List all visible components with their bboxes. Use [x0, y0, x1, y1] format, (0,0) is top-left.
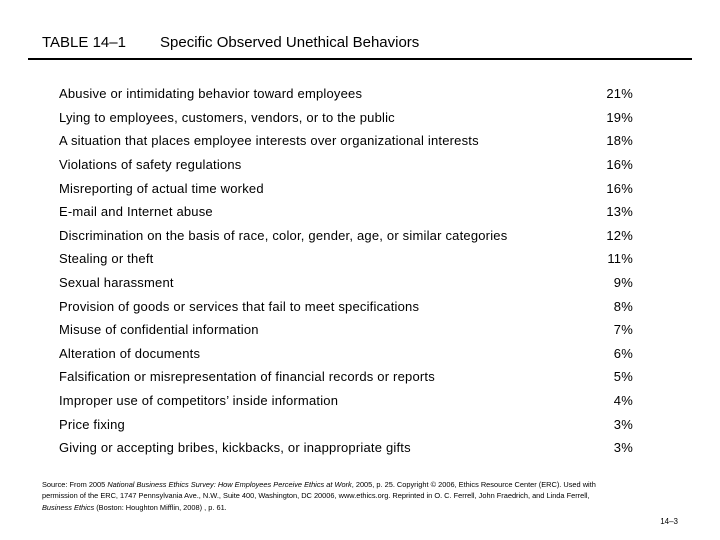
table-row [59, 176, 633, 200]
behavior-description: Provision of goods or services that fail to meet specifications [59, 298, 420, 314]
behavior-percentage: 3% [613, 416, 633, 432]
source-suffix: (Boston: Houghton Mifflin, 2008) , p. 61. [94, 502, 227, 512]
behavior-description: A situation that places employee interests over organizational interests [59, 133, 479, 149]
source-note [42, 479, 602, 513]
table-row [59, 436, 633, 460]
table-title: Specific Observed Unethical Behaviors [160, 34, 420, 51]
behavior-description: Improper use of competitors’ inside information [59, 393, 339, 409]
table-row [59, 271, 633, 295]
table-label: TABLE 14–1 [42, 34, 126, 51]
table-row [59, 224, 633, 248]
table-row [59, 153, 633, 177]
source-survey-title: National Business Ethics Survey: How Employees Perceive Ethics at Work [107, 480, 352, 489]
source-book-title: Business Ethics [42, 502, 95, 512]
behavior-percentage: 11% [607, 251, 633, 267]
behavior-table [59, 82, 633, 460]
behavior-percentage: 18% [606, 133, 633, 149]
table-row [59, 342, 633, 366]
behavior-description: Sexual harassment [59, 275, 174, 291]
behavior-percentage: 16% [606, 157, 633, 173]
behavior-percentage: 21% [606, 86, 633, 102]
behavior-description: Discrimination on the basis of race, color, gender, age, or similar categories [59, 227, 508, 243]
table-row [59, 318, 633, 342]
table-row [59, 365, 633, 389]
header-rule [28, 58, 692, 60]
behavior-description: Abusive or intimidating behavior toward employees [59, 86, 363, 102]
behavior-percentage: 4% [613, 393, 633, 409]
table-row [59, 200, 633, 224]
behavior-percentage: 7% [613, 322, 633, 338]
behavior-percentage: 3% [613, 440, 633, 456]
table-header [42, 34, 419, 51]
behavior-description: Stealing or theft [59, 251, 154, 267]
behavior-description: Alteration of documents [59, 345, 201, 361]
table-row [59, 82, 633, 106]
table-row [59, 294, 633, 318]
behavior-description: Giving or accepting bribes, kickbacks, or inappropriate gifts [59, 440, 411, 456]
behavior-description: Violations of safety regulations [59, 157, 242, 173]
table-row [59, 389, 633, 413]
behavior-description: Lying to employees, customers, vendors, or to the public [59, 109, 395, 125]
behavior-percentage: 19% [606, 109, 633, 125]
behavior-description: E-mail and Internet abuse [59, 204, 213, 220]
behavior-percentage: 16% [606, 180, 633, 196]
behavior-percentage: 8% [613, 298, 633, 314]
source-prefix: Source: From 2005 [42, 480, 108, 489]
table-row [59, 247, 633, 271]
behavior-description: Price fixing [59, 416, 125, 432]
table-row [59, 129, 633, 153]
table-row [59, 412, 633, 436]
behavior-percentage: 13% [606, 204, 633, 220]
source-middle: , 2005, p. 25. Copyright © 2006, Ethics Resource Center (ERC). Used with permission of the ERC, 1747 Pennsylvania Ave., N.W., Suite 400, Washington, DC 20006, www.ethics.org. Reprinted in O. C. Ferrell, John Fraedrich, and Linda Ferrell, [42, 480, 596, 501]
behavior-percentage: 5% [613, 369, 633, 385]
behavior-description: Falsification or misrepresentation of financial records or reports [59, 369, 435, 385]
table-row [59, 106, 633, 130]
behavior-description: Misreporting of actual time worked [59, 180, 264, 196]
behavior-percentage: 6% [613, 345, 633, 361]
behavior-percentage: 9% [613, 275, 633, 291]
behavior-percentage: 12% [606, 227, 633, 243]
page-number: 14–3 [660, 517, 678, 526]
behavior-description: Misuse of confidential information [59, 322, 259, 338]
